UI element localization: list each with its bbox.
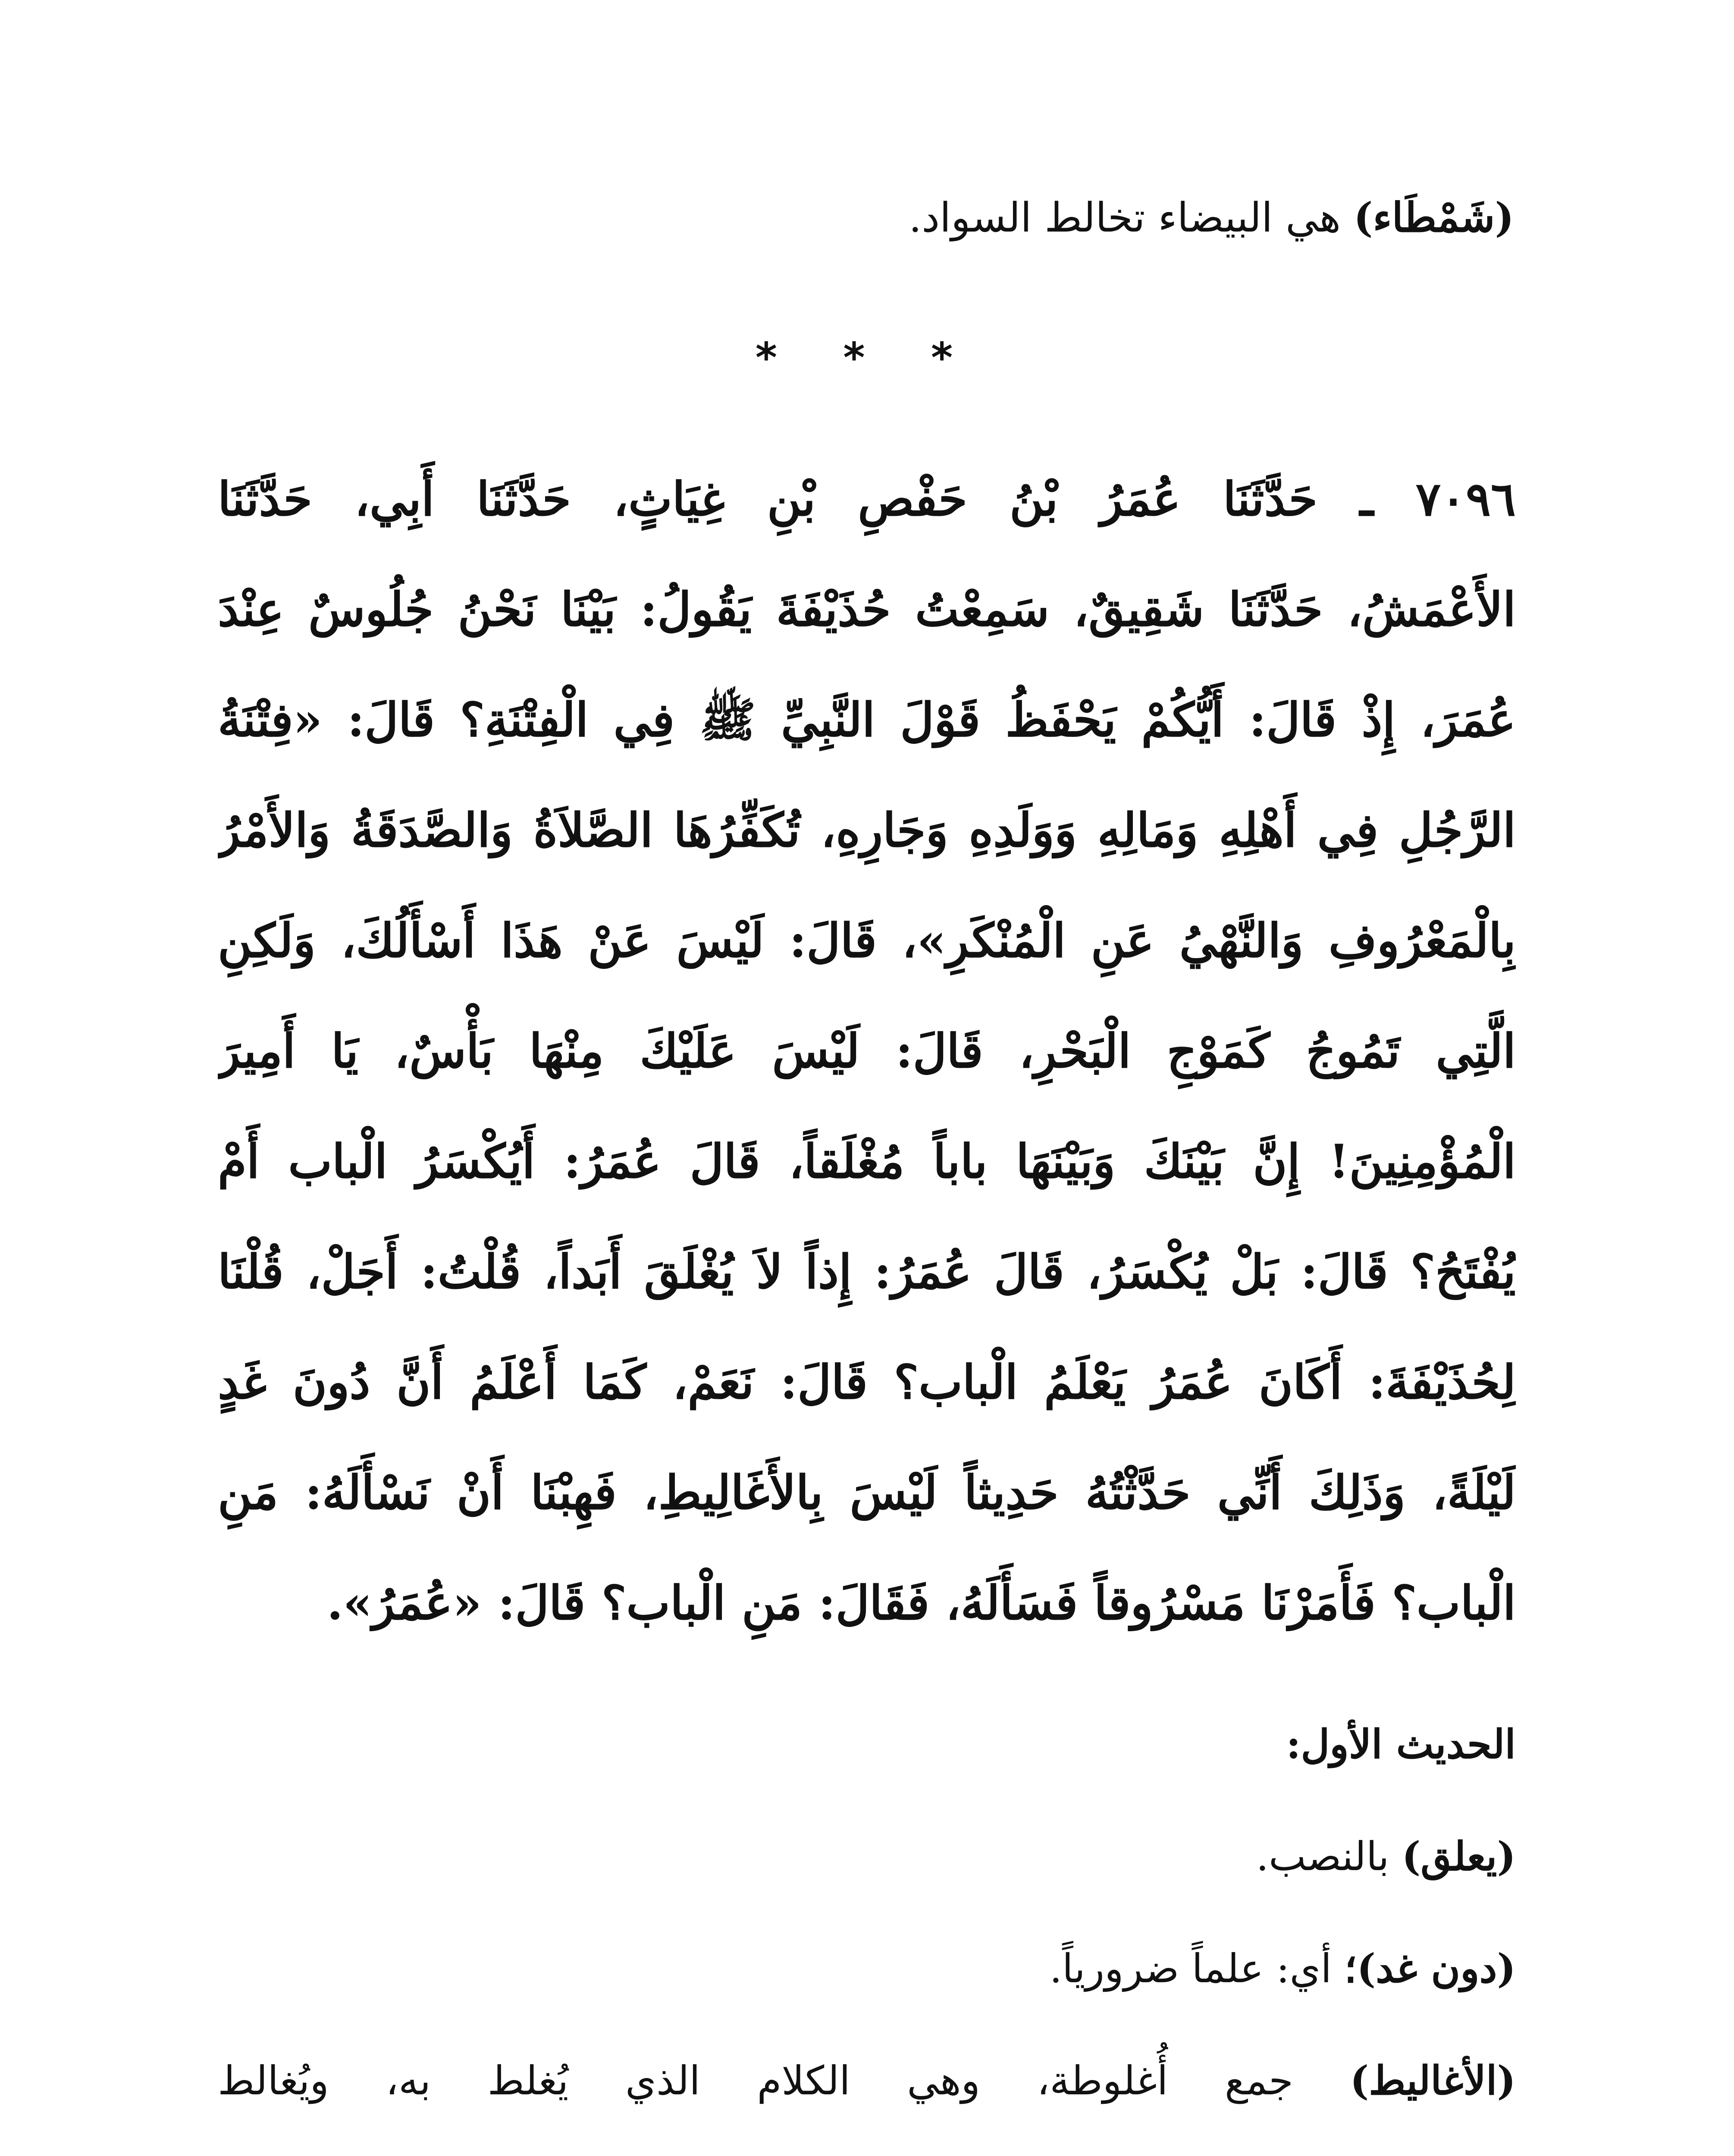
hadith-line: لَيْلَةً، وَذَلِكَ أَنِّي حَدَّثْتُهُ حَدِيثاً لَيْسَ بِالأَغَالِيطِ، فَهِبْنَا أَنْ نَسْأَلَهُ: مَنِ xyxy=(218,1466,1516,1520)
hadith-line: الْمُؤْمِنِينَ! إِنَّ بَيْنَكَ وَبَيْنَهَا باباً مُغْلَقاً، قَالَ عُمَرُ: أَيُكْسَرُ الْباب أَمْ xyxy=(218,1134,1516,1189)
top-note-term: (شَمْطَاء) xyxy=(1353,194,1514,241)
top-note-text: هي البيضاء تخالط السواد. xyxy=(909,194,1341,241)
commentary-note xyxy=(218,1936,1516,2001)
commentary-heading xyxy=(218,1712,1516,1777)
hadith-line: الَّتِي تَمُوجُ كَمَوْجِ الْبَحْرِ، قَالَ: لَيْسَ عَلَيْكَ مِنْهَا بَأْسٌ، يَا أَمِيرَ xyxy=(218,1024,1516,1078)
note-text: بالنصب. xyxy=(1256,1833,1389,1880)
commentary-note xyxy=(218,1824,1516,1889)
hadith-line: الْباب؟ فَأَمَرْنَا مَسْرُوقاً فَسَأَلَهُ، فَقَالَ: مَنِ الْباب؟ قَالَ: «عُمَرُ». xyxy=(326,1576,1516,1630)
hadith-line: عُمَرَ، إِذْ قَالَ: أَيُّكُمْ يَحْفَظُ قَوْلَ النَّبِيِّ ﷺ فِي الْفِتْنَةِ؟ قَالَ: «فِتْنَةُ xyxy=(218,693,1516,747)
hadith-text xyxy=(218,444,1516,1658)
commentary-heading-text: الحديث الأول: xyxy=(1286,1721,1516,1767)
note-term: (الأغاليط) xyxy=(1350,2057,1516,2104)
top-note xyxy=(224,185,1514,251)
hadith-line: بِالْمَعْرُوفِ وَالنَّهْيُ عَنِ الْمُنْكَرِ»، قَالَ: لَيْسَ عَنْ هَذَا أَسْأَلُكَ، وَلَكِنِ xyxy=(218,914,1516,968)
hadith-line: يُفْتَحُ؟ قَالَ: بَلْ يُكْسَرُ، قَالَ عُمَرُ: إِذاً لاَ يُغْلَقَ أَبَداً، قُلْتُ: أَجَلْ، قُلْنَا xyxy=(218,1245,1516,1299)
section-divider: * * * xyxy=(755,334,979,382)
note-text: أي: علماً ضرورياً. xyxy=(1049,1946,1332,1992)
note-text: جمع أُغلوطة، وهي الكلام الذي يُغلط به، ويُغالط xyxy=(218,2058,1294,2104)
hadith-line: الأَعْمَشُ، حَدَّثَنَا شَقِيقٌ، سَمِعْتُ حُذَيْفَةَ يَقُولُ: بَيْنَا نَحْنُ جُلُوسٌ عِنْدَ xyxy=(218,583,1516,637)
note-term: (دون غد)؛ xyxy=(1344,1945,1516,1992)
hadith-line: لِحُذَيْفَةَ: أَكَانَ عُمَرُ يَعْلَمُ الْباب؟ قَالَ: نَعَمْ، كَمَا أَعْلَمُ أَنَّ دُونَ غَدٍ xyxy=(218,1355,1516,1410)
hadith-line: ٧٠٩٦ ـ حَدَّثَنَا عُمَرُ بْنُ حَفْصِ بْنِ غِيَاثٍ، حَدَّثَنَا أَبِي، حَدَّثَنَا xyxy=(218,472,1516,526)
note-term: (يعلق) xyxy=(1402,1833,1516,1880)
hadith-line: الرَّجُلِ فِي أَهْلِهِ وَمَالِهِ وَوَلَدِهِ وَجَارِهِ، تُكَفِّرُهَا الصَّلاَةُ وَالصَّدَقَةُ وَالأَمْرُ xyxy=(218,803,1516,858)
commentary-note xyxy=(218,2048,1516,2113)
